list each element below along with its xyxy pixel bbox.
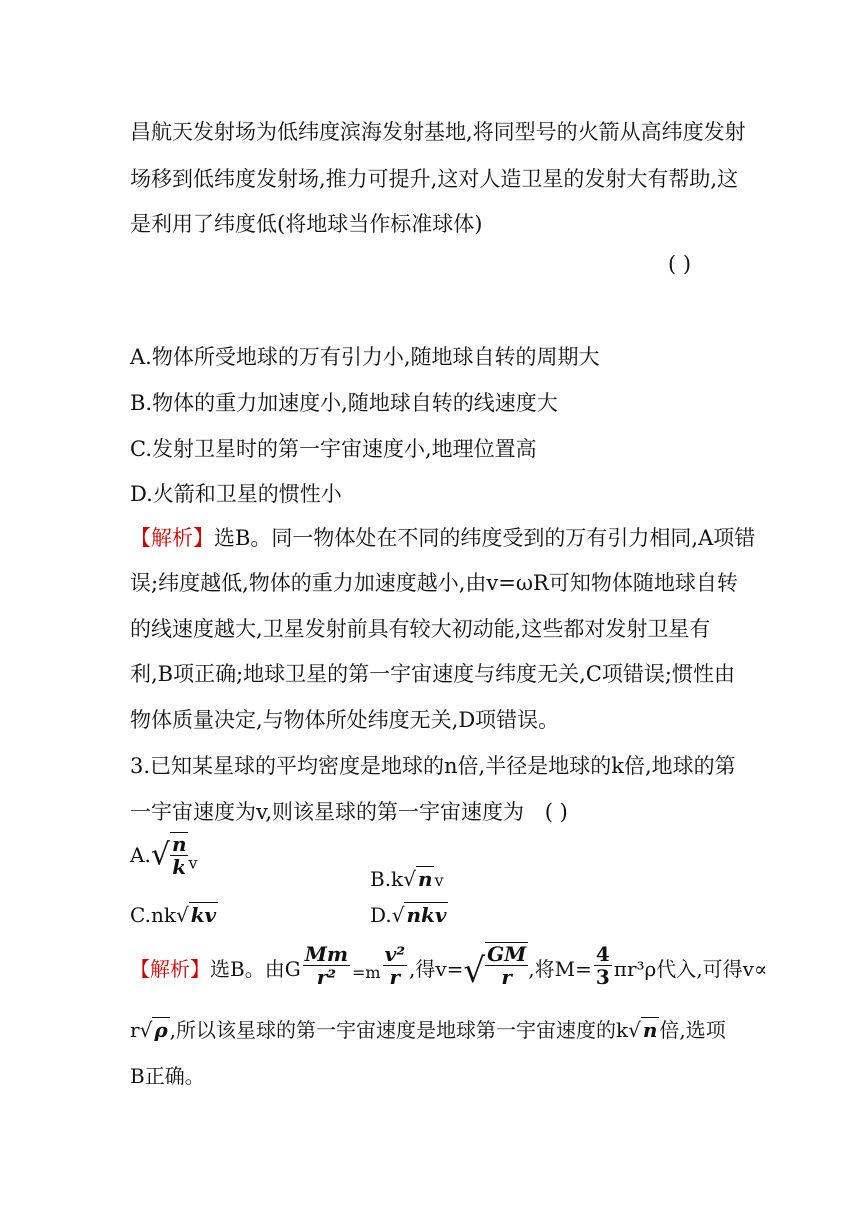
q3-option-a [130, 832, 198, 878]
sqrt-sign: √ [403, 867, 416, 891]
q3-analysis-seg-3: ,得v= [408, 957, 464, 981]
sqrt-sign: √ [391, 903, 405, 927]
frac-gm-r [485, 942, 528, 988]
q3-option-a-v: v [188, 853, 198, 873]
option-c: C.发射卫星时的第一宇宙速度小,地理位置高 [130, 437, 537, 461]
frac-num: 4 [595, 942, 610, 966]
sqrt-sign: √ [463, 951, 486, 991]
sqrt-sign: √ [628, 1018, 641, 1042]
q3-paren: ( ) [544, 800, 568, 824]
intro-line-2: 场移到低纬度发射场,推力可提升,这对人造卫星的发射大有帮助,这 [130, 167, 739, 191]
q3-option-b-v: v [434, 871, 444, 890]
intro-line-3: 是利用了纬度低(将地球当作标准球体) [130, 212, 483, 236]
q3-option-b-label: B.k [370, 867, 404, 891]
analysis-tag: 【解析】 [130, 526, 214, 550]
answer-paren: ( ) [668, 252, 692, 276]
q3-option-a-num: n [171, 832, 187, 856]
q3-option-d [370, 902, 448, 927]
analysis-line-2: 误;纬度越低,物体的重力加速度越小,由v=ωR可知物体随地球自转 [130, 571, 738, 595]
frac-den: r [389, 965, 401, 989]
option-d: D.火箭和卫星的惯性小 [130, 482, 342, 506]
q3-option-d-rad: nkv [406, 903, 447, 927]
sqrt-sign: √ [150, 837, 170, 873]
analysis-text-1: 选B。同一物体处在不同的纬度受到的万有引力相同,A项错 [214, 526, 756, 550]
frac-num: GM [487, 942, 527, 966]
q3-option-a-den: k [172, 855, 187, 879]
q3-analysis-seg-5: πr³ρ代入,可得v∝ [613, 957, 768, 981]
q3-text-2: 一宇宙速度为v,则该星球的第一宇宙速度为 [130, 800, 525, 824]
frac-4-3 [594, 943, 612, 988]
frac-num: v² [384, 942, 405, 966]
q3-analysis-r: r [130, 1018, 140, 1042]
frac-den: r [501, 965, 512, 989]
frac-den: r² [316, 965, 336, 989]
q3-option-a-label: A. [130, 843, 151, 867]
q3-option-d-label: D. [370, 903, 392, 927]
q3-line-1: 3.已知某星球的平均密度是地球的n倍,半径是地球的k倍,地球的第 [130, 754, 736, 778]
frac-num: Mm [304, 942, 348, 966]
q3-analysis-line-3: B正确。 [130, 1064, 205, 1088]
analysis-line-3: 的线速度越大,卫星发射前具有较大初动能,这些都对发射卫星有 [130, 617, 711, 641]
q3-analysis-end: 倍,选项 [659, 1018, 726, 1042]
q3-option-a-frac [170, 832, 189, 878]
q3-analysis-line-2 [130, 1014, 726, 1043]
q3-analysis-seg-4: ,将M= [528, 957, 592, 981]
frac-mm-r2 [303, 943, 350, 988]
option-b: B.物体的重力加速度小,随地球自转的线速度大 [130, 391, 558, 415]
sqrt-sign: √ [175, 903, 189, 927]
q3-analysis-line-1 [130, 942, 768, 991]
intro-line-1: 昌航天发射场为低纬度滨海发射基地,将同型号的火箭从高纬度发射 [130, 120, 746, 144]
analysis-line-5: 物体质量决定,与物体所处纬度无关,D项错误。 [130, 708, 560, 732]
q3-line-2 [130, 796, 568, 826]
analysis-line-4: 利,B项正确;地球卫星的第一宇宙速度与纬度无关,C项错误;惯性由 [130, 662, 735, 686]
q3-option-c-rad: kv [190, 903, 217, 927]
sqrt-sign: √ [139, 1018, 153, 1042]
q3-option-b [370, 866, 444, 891]
q3-analysis-rest: ,所以该星球的第一宇宙速度是地球第一宇宙速度的k [169, 1018, 629, 1042]
q3-option-b-rad: n [417, 867, 433, 891]
analysis-line-1 [130, 522, 755, 552]
q3-analysis-seg-1: 选B。由G [210, 957, 301, 981]
q3-option-c [130, 902, 218, 927]
q3-analysis-tag: 【解析】 [130, 957, 210, 981]
frac-den: 3 [595, 965, 610, 989]
frac-v2-r [383, 943, 407, 988]
q3-option-c-label: C.nk [130, 903, 176, 927]
q3-analysis-rho: ρ [154, 1018, 168, 1042]
q3-analysis-n: n [642, 1018, 658, 1042]
q3-analysis-seg-2: =m [352, 963, 381, 982]
option-a: A.物体所受地球的万有引力小,随地球自转的周期大 [130, 345, 600, 369]
